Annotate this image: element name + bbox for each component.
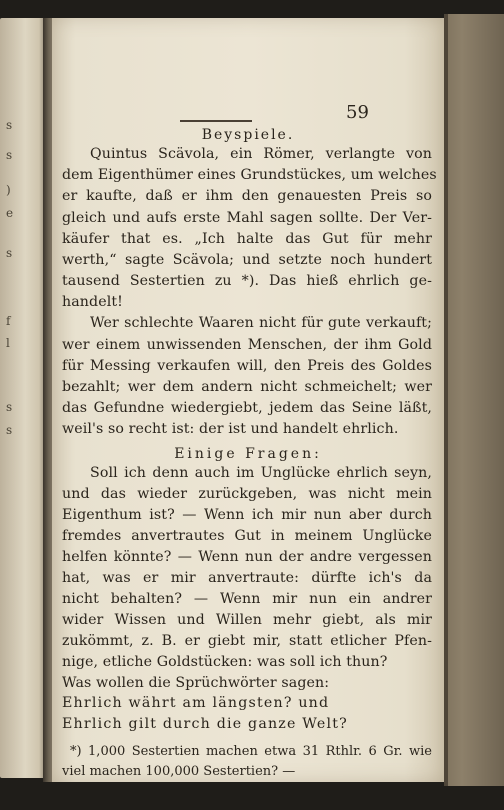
text-line: wider Wissen und Willen mehr giebt, als mir	[62, 612, 432, 628]
footnote-line: viel machen 100,000 Sestertien? —	[62, 764, 296, 779]
text-line: Wer schlechte Waaren nicht für gute verkauft;	[90, 315, 432, 331]
text-line: Eigenthum ist? — Wenn ich mir nun aber durch	[62, 507, 432, 523]
text-line: das Gefundne wiedergiebt, jedem das Seine läßt,	[62, 400, 432, 416]
text-line: werth,“ sagte Scävola; und setzte noch hundert	[62, 252, 432, 268]
facing-page-glyph: e	[6, 206, 14, 220]
text-line: Soll ich denn auch im Unglücke ehrlich seyn,	[90, 465, 432, 481]
text-line: Was wollen die Sprüchwörter sagen:	[62, 675, 330, 691]
text-line: bezahlt; wer dem andern nicht schmeichelt; wer	[62, 379, 432, 395]
text-line: nicht behalten? — Wenn mir nun ein andrer	[62, 591, 432, 607]
facing-page-glyph: f	[6, 314, 11, 328]
page-number: 59	[346, 102, 369, 123]
text-line: er kaufte, daß er ihm den genauesten Preis so	[62, 188, 432, 204]
text-line: weil's so recht ist: der ist und handelt ehrlich.	[62, 421, 399, 437]
header-rule	[180, 120, 252, 122]
facing-page-glyph: s	[6, 148, 13, 162]
text-line: hat, was er mir anvertraute: dürfte ich's da	[62, 570, 432, 586]
proverb-line: Ehrlich währt am längsten? und	[62, 695, 330, 711]
questions-title: Einige Fragen:	[174, 446, 322, 462]
text-line: fremdes anvertrautes Gut in meinem Unglücke	[62, 528, 432, 544]
page-block-edge	[444, 14, 448, 786]
facing-page-glyph: s	[6, 423, 13, 437]
facing-page-glyph: s	[6, 400, 13, 414]
facing-page-glyph: l	[6, 336, 10, 350]
text-line: nige, etliche Goldstücken: was soll ich thun?	[62, 654, 388, 670]
facing-page-edge	[0, 18, 46, 778]
footnote-line: *) 1,000 Sestertien machen etwa 31 Rthlr. 6 Gr. wie	[70, 744, 432, 759]
text-line: für Messing verkaufen will, den Preis des Goldes	[62, 358, 432, 374]
text-line: Quintus Scävola, ein Römer, verlangte von	[90, 146, 432, 162]
section-title: Beyspiele.	[201, 127, 295, 143]
text-line: tausend Sestertien zu *). Das hieß ehrlich ge-	[62, 273, 432, 289]
text-line: dem Eigenthümer eines Grundstückes, um welches	[62, 167, 437, 183]
text-line: zukömmt, z. B. er giebt mir, statt etlicher Pfen-	[62, 633, 432, 649]
text-line: gleich und aufs erste Mahl sagen sollte. Der Ver-	[62, 210, 432, 226]
text-line: und das wieder zurückgeben, was nicht mein	[62, 486, 432, 502]
facing-page-glyph: s	[6, 118, 13, 132]
proverb-line: Ehrlich gilt durch die ganze Welt?	[62, 716, 348, 732]
text-line: handelt!	[62, 294, 123, 310]
facing-page-glyph: )	[6, 183, 11, 197]
text-line: helfen könnte? — Wenn nun der andre vergessen	[62, 549, 432, 565]
facing-page-glyph: s	[6, 246, 13, 260]
book-cover-edge	[444, 14, 504, 786]
book-page	[52, 18, 444, 782]
text-line: wer einem unwissenden Menschen, der ihm Gold	[62, 337, 432, 353]
text-line: käufer that es. „Ich halte das Gut für mehr	[62, 231, 432, 247]
